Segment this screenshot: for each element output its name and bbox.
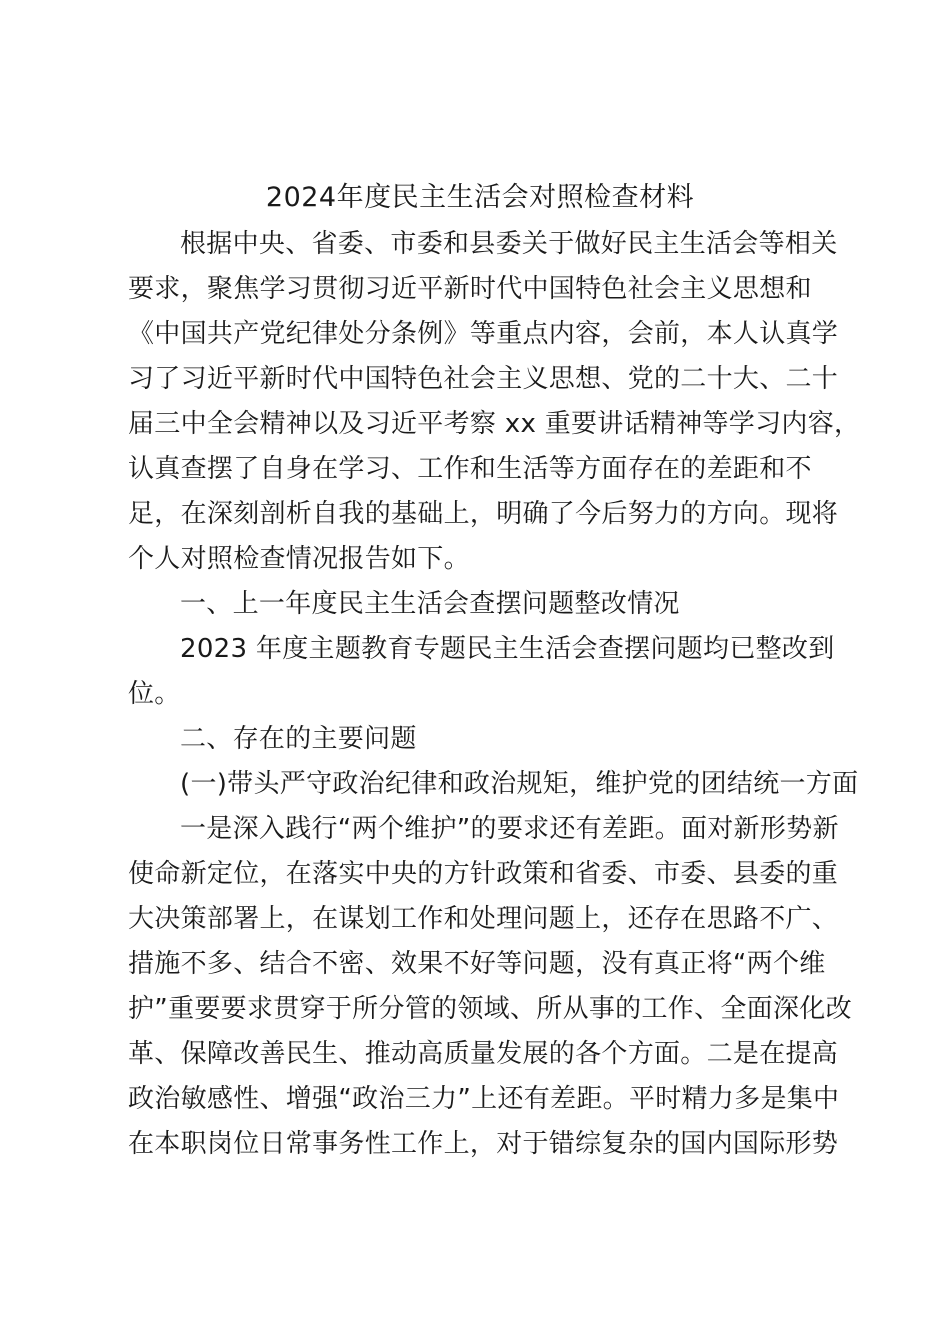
paragraph-line: 位。	[128, 679, 181, 709]
paragraph-line: 政治敏感性、增强“政治三力”上还有差距。平时精力多是集中	[128, 1084, 840, 1114]
paragraph-line: 认真查摆了自身在学习、工作和生活等方面存在的差距和不	[128, 454, 812, 484]
section-heading: 二、存在的主要问题	[180, 724, 417, 754]
paragraph-line: 一是深入践行“两个维护”的要求还有差距。面对新形势新	[180, 814, 839, 844]
section-heading: 一、上一年度民主生活会查摆问题整改情况	[180, 589, 680, 619]
document-title: 2024年度民主生活会对照检查材料	[265, 182, 695, 213]
paragraph-line: 足，在深刻剖析自我的基础上，明确了今后努力的方向。现将	[128, 499, 839, 529]
paragraph-line: 根据中央、省委、市委和县委关于做好民主生活会等相关	[180, 229, 838, 259]
paragraph-line: 《中国共产党纪律处分条例》等重点内容，会前，本人认真学	[128, 319, 839, 349]
paragraph-line: 护”重要要求贯穿于所分管的领域、所从事的工作、全面深化改	[128, 994, 852, 1024]
subsection-heading: (一)带头严守政治纪律和政治规矩，维护党的团结统一方面	[180, 769, 859, 799]
paragraph-line: 革、保障改善民生、推动高质量发展的各个方面。二是在提高	[128, 1039, 839, 1069]
paragraph-line: 大决策部署上，在谋划工作和处理问题上，还存在思路不广、	[128, 904, 839, 934]
paragraph-line: 个人对照检查情况报告如下。	[128, 544, 470, 574]
paragraph-line: 措施不多、结合不密、效果不好等问题，没有真正将“两个维	[128, 949, 826, 979]
paragraph-line: 习了习近平新时代中国特色社会主义思想、党的二十大、二十	[128, 364, 839, 394]
paragraph-line: 在本职岗位日常事务性工作上，对于错综复杂的国内国际形势	[128, 1129, 839, 1159]
paragraph-line: 使命新定位，在落实中央的方针政策和省委、市委、县委的重	[128, 859, 839, 889]
paragraph-line: 2023 年度主题教育专题民主生活会查摆问题均已整改到	[180, 634, 835, 664]
paragraph-line: 要求，聚焦学习贯彻习近平新时代中国特色社会主义思想和	[128, 274, 812, 304]
paragraph-line: 届三中全会精神以及习近平考察 xx 重要讲话精神等学习内容，	[128, 409, 861, 439]
